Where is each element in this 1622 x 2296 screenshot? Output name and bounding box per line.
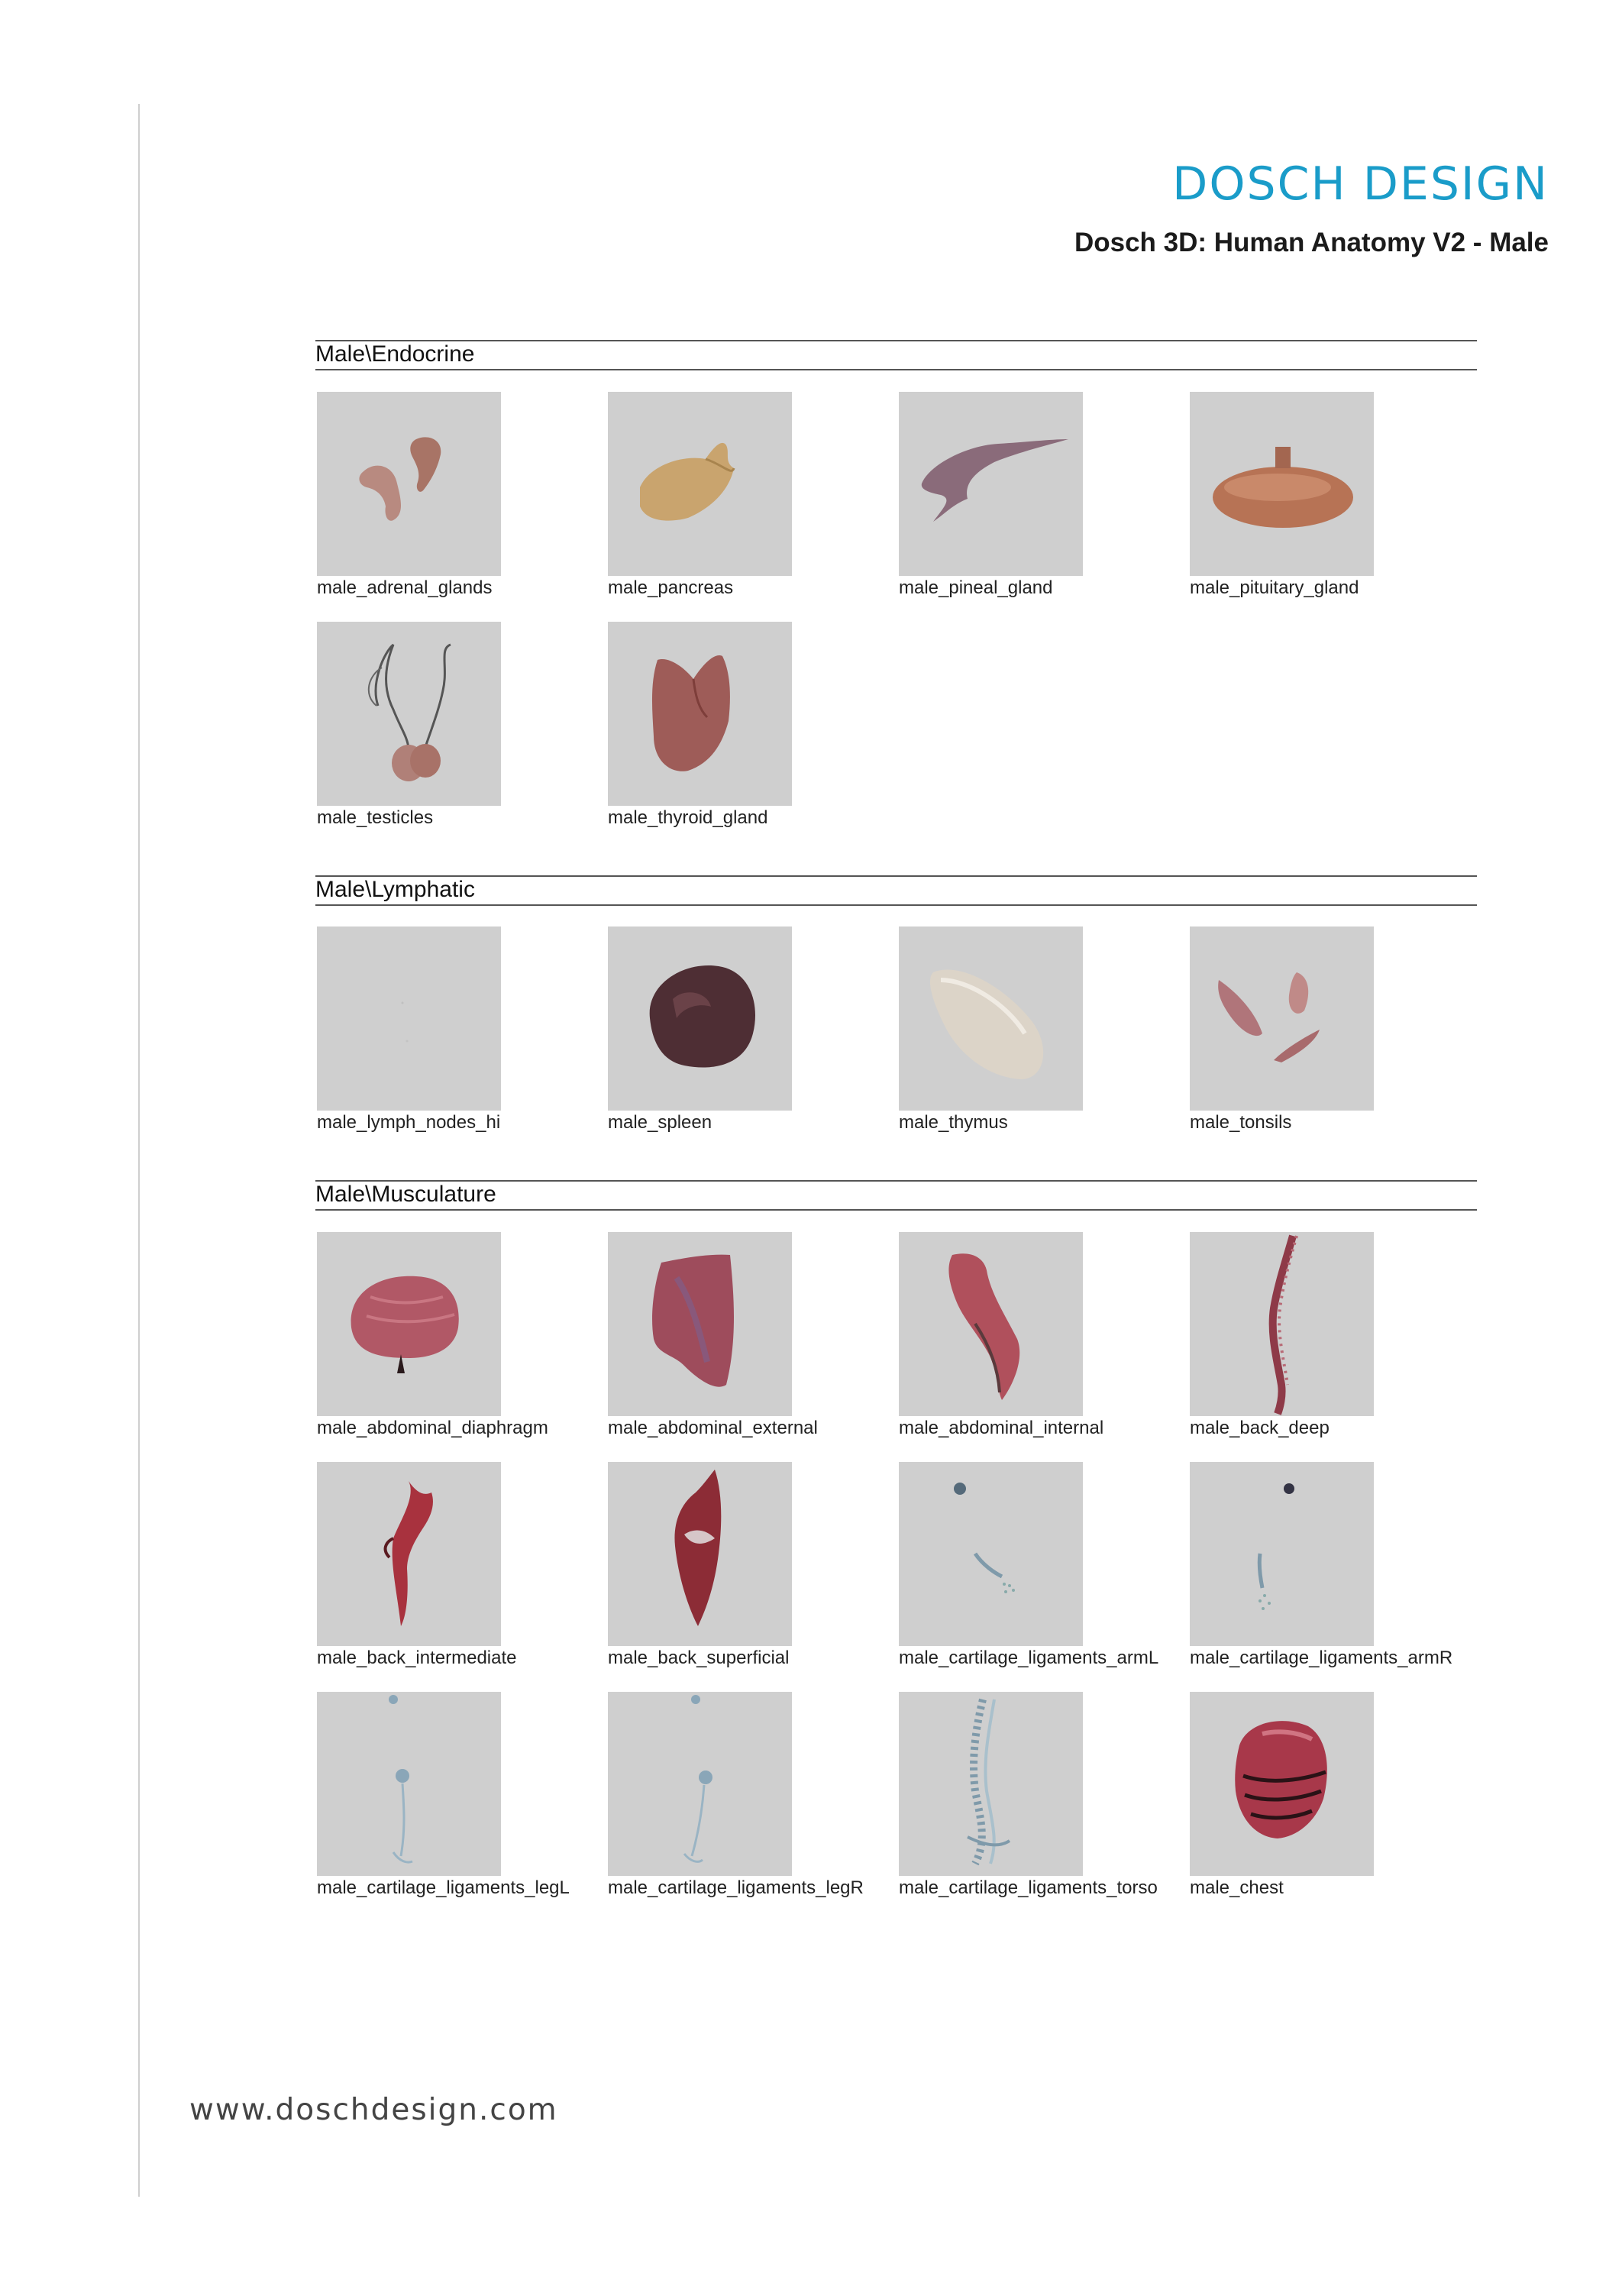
back-intermediate-thumbnail	[317, 1462, 501, 1646]
section-title: Male\Lymphatic	[315, 877, 475, 902]
thyroid-gland-thumbnail	[608, 622, 792, 806]
thymus-thumbnail	[899, 926, 1083, 1111]
testicles-thumbnail	[317, 622, 501, 806]
adrenal-glands-thumbnail	[317, 392, 501, 576]
asset-label: male_spleen	[608, 1112, 712, 1133]
asset-tile[interactable]	[317, 1692, 592, 1899]
section-lymphatic	[315, 875, 1477, 906]
lymph-nodes-thumbnail	[317, 926, 501, 1111]
page-margin-line	[138, 104, 140, 2197]
asset-label: male_thymus	[899, 1112, 1008, 1133]
abdominal-external-thumbnail	[608, 1232, 792, 1416]
asset-label: male_cartilage_ligaments_armR	[1190, 1648, 1453, 1668]
asset-tile[interactable]	[1190, 1462, 1465, 1669]
asset-tile[interactable]	[317, 392, 592, 599]
asset-label: male_abdominal_external	[608, 1418, 818, 1438]
section-title: Male\Endocrine	[315, 341, 475, 367]
abdominal-internal-thumbnail	[899, 1232, 1083, 1416]
asset-label: male_abdominal_internal	[899, 1418, 1104, 1438]
asset-label: male_cartilage_ligaments_armL	[899, 1648, 1159, 1668]
diaphragm-thumbnail	[317, 1232, 501, 1416]
asset-label: male_cartilage_ligaments_legR	[608, 1877, 864, 1898]
cartilage-leg-right-thumbnail	[608, 1692, 792, 1876]
tonsils-thumbnail	[1190, 926, 1374, 1111]
asset-tile[interactable]	[608, 622, 883, 829]
back-superficial-thumbnail	[608, 1462, 792, 1646]
asset-tile[interactable]	[899, 926, 1174, 1133]
section-rule	[315, 369, 1477, 370]
asset-tile[interactable]	[608, 1692, 883, 1899]
cartilage-torso-thumbnail	[899, 1692, 1083, 1876]
asset-tile[interactable]	[608, 392, 883, 599]
asset-label: male_thyroid_gland	[608, 807, 768, 828]
asset-tile[interactable]	[899, 1462, 1174, 1669]
asset-tile[interactable]	[1190, 926, 1465, 1133]
asset-tile[interactable]	[608, 1232, 883, 1439]
asset-label: male_cartilage_ligaments_legL	[317, 1877, 570, 1898]
asset-tile[interactable]	[608, 1462, 883, 1669]
asset-label: male_pituitary_gland	[1190, 577, 1359, 598]
cartilage-arm-right-thumbnail	[1190, 1462, 1374, 1646]
asset-tile[interactable]	[899, 392, 1174, 599]
asset-label: male_back_superficial	[608, 1648, 790, 1668]
document-title: Dosch 3D: Human Anatomy V2 - Male	[1074, 228, 1549, 257]
asset-tile[interactable]	[317, 1232, 592, 1439]
asset-label: male_chest	[1190, 1877, 1284, 1898]
asset-label: male_lymph_nodes_hi	[317, 1112, 501, 1133]
cartilage-leg-left-thumbnail	[317, 1692, 501, 1876]
asset-tile[interactable]	[1190, 1692, 1465, 1899]
asset-label: male_back_deep	[1190, 1418, 1330, 1438]
asset-tile[interactable]	[608, 926, 883, 1133]
section-rule	[315, 904, 1477, 906]
asset-tile[interactable]	[317, 622, 592, 829]
section-rule	[315, 1209, 1477, 1211]
asset-label: male_testicles	[317, 807, 434, 828]
back-deep-thumbnail	[1190, 1232, 1374, 1416]
pituitary-gland-thumbnail	[1190, 392, 1374, 576]
section-musculature	[315, 1180, 1477, 1211]
asset-tile[interactable]	[1190, 392, 1465, 599]
asset-tile[interactable]	[899, 1692, 1174, 1899]
pineal-gland-thumbnail	[899, 392, 1083, 576]
asset-tile[interactable]	[317, 926, 592, 1133]
spleen-thumbnail	[608, 926, 792, 1111]
asset-label: male_tonsils	[1190, 1112, 1292, 1133]
brand-logo: DOSCH DESIGN	[1172, 157, 1549, 211]
section-title: Male\Musculature	[315, 1182, 496, 1207]
website-url[interactable]: www.doschdesign.com	[189, 2093, 558, 2127]
asset-label: male_pineal_gland	[899, 577, 1053, 598]
chest-thumbnail	[1190, 1692, 1374, 1876]
pancreas-thumbnail	[608, 392, 792, 576]
asset-label: male_back_intermediate	[317, 1648, 517, 1668]
asset-label: male_abdominal_diaphragm	[317, 1418, 548, 1438]
cartilage-arm-left-thumbnail	[899, 1462, 1083, 1646]
asset-label: male_pancreas	[608, 577, 734, 598]
asset-label: male_adrenal_glands	[317, 577, 493, 598]
asset-tile[interactable]	[1190, 1232, 1465, 1439]
asset-label: male_cartilage_ligaments_torso	[899, 1877, 1158, 1898]
asset-tile[interactable]	[899, 1232, 1174, 1439]
asset-tile[interactable]	[317, 1462, 592, 1669]
section-endocrine	[315, 340, 1477, 370]
